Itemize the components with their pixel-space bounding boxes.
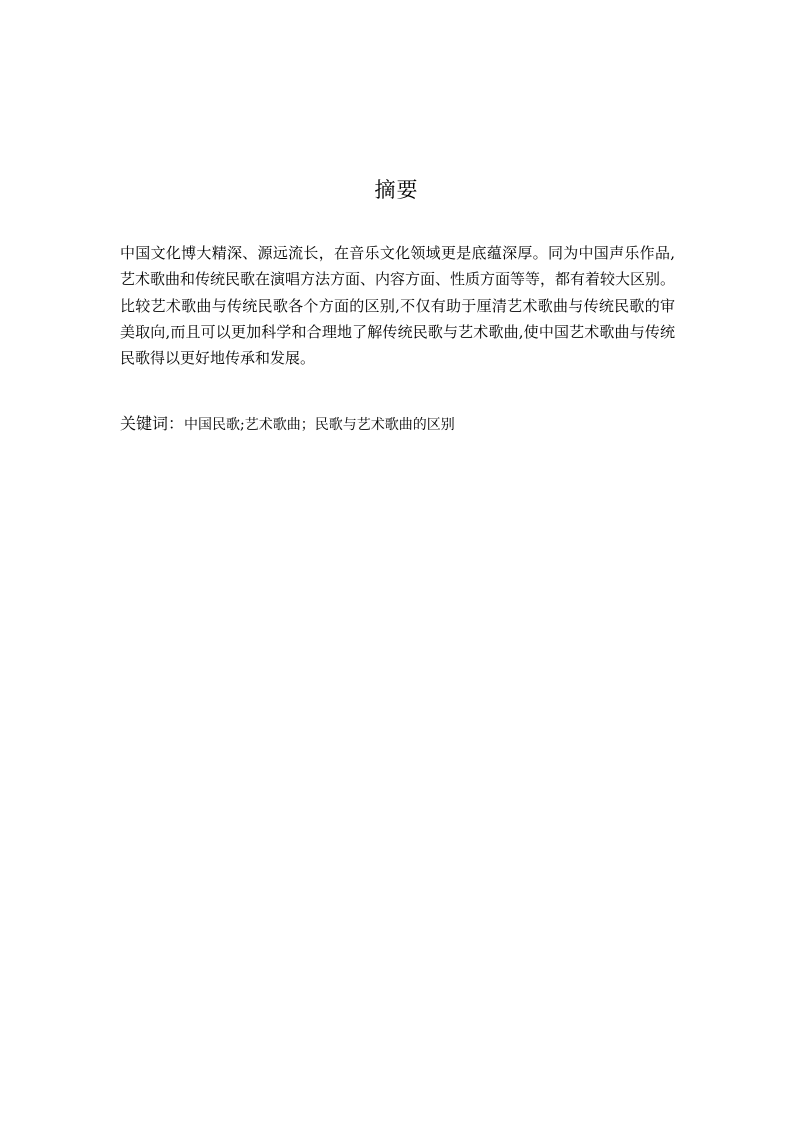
abstract-title: 摘要 — [374, 178, 419, 202]
keywords-text: 中国民歌;艺术歌曲；民歌与艺术歌曲的区别 — [184, 417, 455, 433]
keywords-label: 关键词： — [120, 414, 185, 433]
keywords-line — [120, 409, 675, 440]
abstract-body: 中国文化博大精深、源远流长，在音乐文化领域更是底蕴深厚。同为中国声乐作品,艺术歌曲和传统民歌在演唱方法方面、内容方面、性质方面等等，都有着较大区别。比较艺术歌曲与传统民歌各个方面的区别,不仅有助于厘清艺术歌曲与传统民歌的审美取向,而且可以更加科学和合理地了解传统民歌与艺术歌曲,使中国艺术歌曲与传统民歌得以更好地传承和发展。 — [120, 244, 676, 368]
